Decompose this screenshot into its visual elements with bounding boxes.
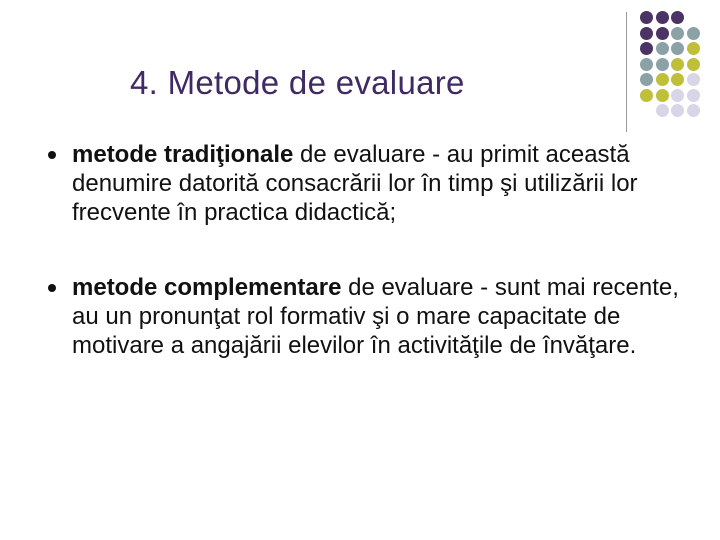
bullet-description: de evaluare - au primit această denumire datorită consacrării lor în timp şi utilizării lor frecvente în practica didactică; — [72, 141, 638, 226]
decorative-dot — [640, 89, 653, 102]
decorative-dot — [687, 104, 700, 117]
bullet-dot-icon — [48, 151, 56, 159]
decorative-dot — [687, 58, 700, 71]
decorative-dot — [671, 11, 684, 24]
decorative-dot — [687, 89, 700, 102]
bullet-term: metode complementare — [72, 274, 342, 301]
decorative-dot — [640, 58, 653, 71]
decorative-dot — [656, 11, 669, 24]
bullet-item-complementary — [48, 273, 688, 360]
decorative-dot — [671, 73, 684, 86]
decorative-dot — [640, 73, 653, 86]
decorative-dot — [671, 27, 684, 40]
decorative-dot — [671, 42, 684, 55]
decorative-dot — [687, 27, 700, 40]
slide-title: 4. Metode de evaluare — [130, 64, 465, 101]
decorative-dot — [687, 73, 700, 86]
decorative-dot — [656, 73, 669, 86]
decorative-dot — [640, 42, 653, 55]
decorative-dot — [671, 104, 684, 117]
vertical-divider — [626, 12, 627, 132]
decorative-dot-grid — [640, 11, 720, 121]
decorative-dot — [656, 104, 669, 117]
decorative-dot — [671, 58, 684, 71]
decorative-dot — [656, 58, 669, 71]
decorative-dot — [640, 11, 653, 24]
decorative-dot — [671, 89, 684, 102]
decorative-dot — [640, 27, 653, 40]
decorative-dot — [656, 27, 669, 40]
bullet-dot-icon — [48, 284, 56, 292]
bullet-term: metode tradiţionale — [72, 141, 294, 168]
decorative-dot — [687, 42, 700, 55]
decorative-dot — [656, 89, 669, 102]
bullet-description: de evaluare - sunt mai recente, au un pronunţat rol formativ şi o mare capacitate de motivare a angajării elevilor în activităţile de învăţare. — [72, 274, 679, 359]
bullet-list — [48, 140, 688, 406]
decorative-dot — [656, 42, 669, 55]
bullet-item-traditional — [48, 140, 688, 227]
